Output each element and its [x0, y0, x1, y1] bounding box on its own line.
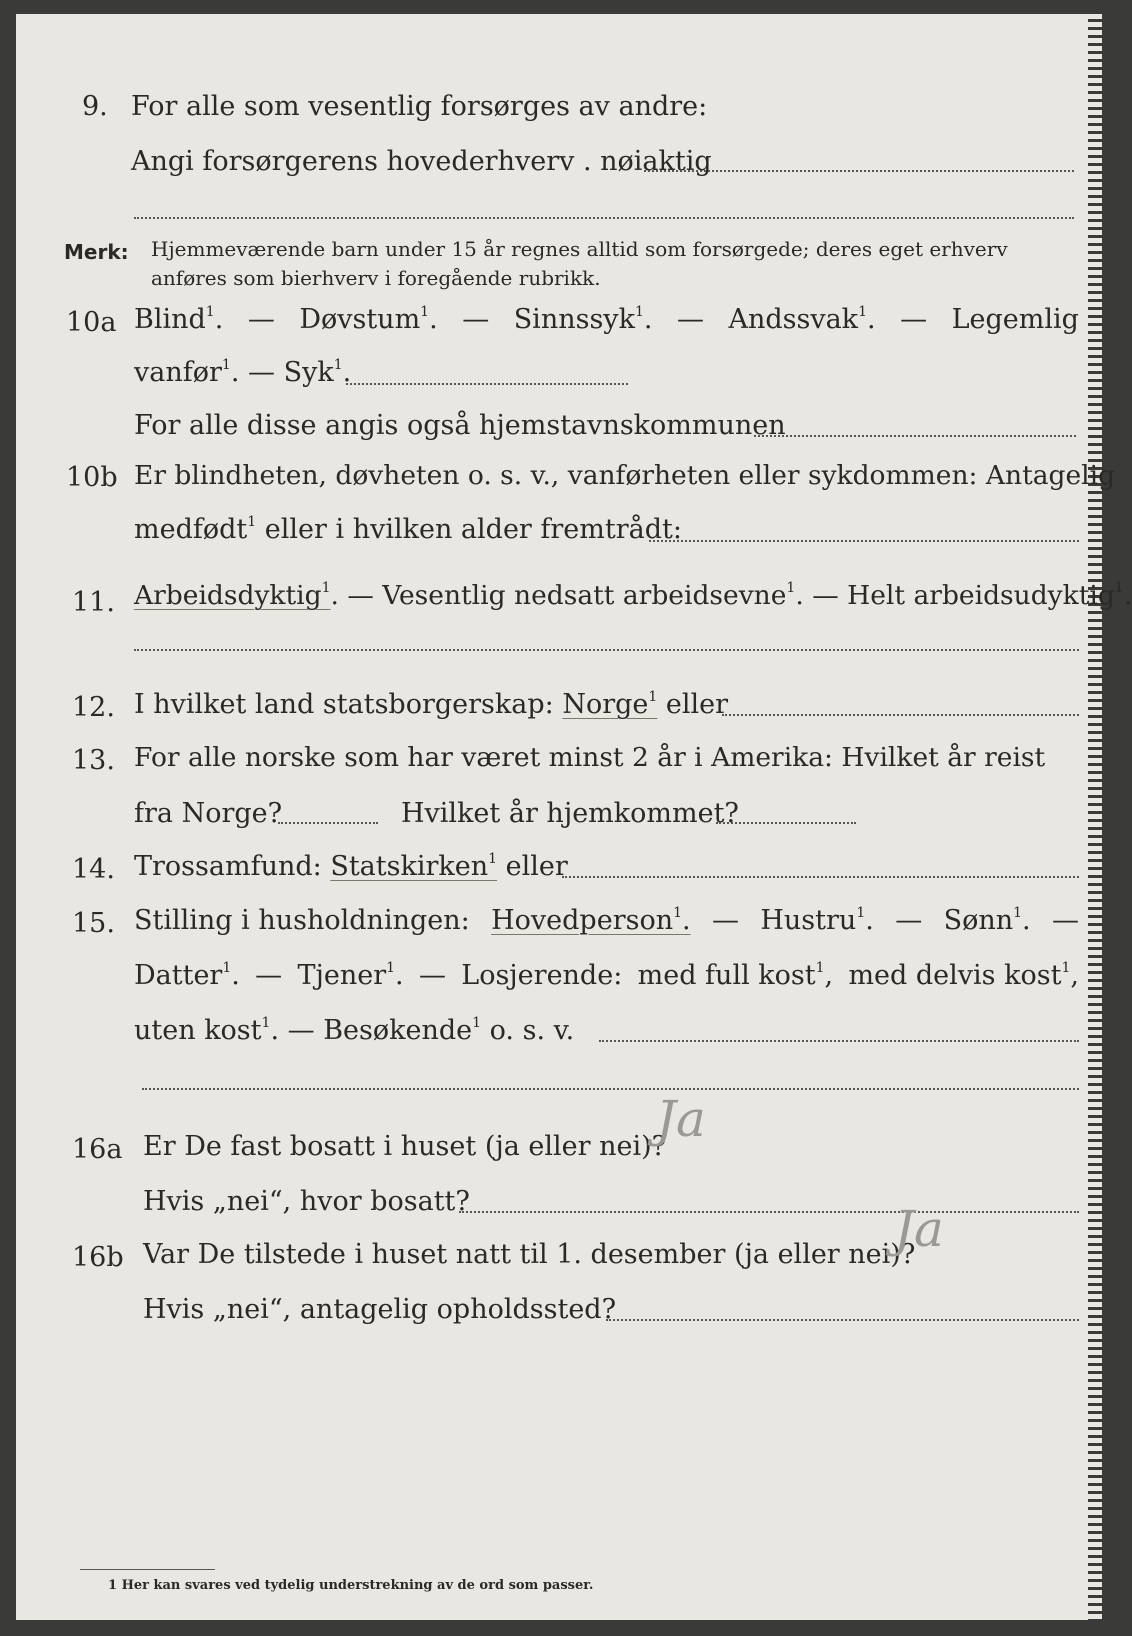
option-blind[interactable]: Blind$^1$.: [134, 304, 224, 335]
q15-answer-line-2[interactable]: [142, 1088, 1079, 1090]
option-hovedperson[interactable]: Hovedperson$^1$.: [491, 905, 691, 936]
q10b-answer-line[interactable]: [649, 540, 1079, 542]
q9-number: 9.: [82, 91, 108, 122]
option-arbeidsdyktig[interactable]: Arbeidsdyktig$^1$: [134, 580, 331, 611]
option-statskirken[interactable]: Statskirken$^1$: [330, 851, 498, 882]
q11-answer-line[interactable]: [134, 649, 1079, 651]
q16b-number: 16b: [72, 1242, 124, 1273]
q16a-handwritten-answer[interactable]: Ja: [656, 1090, 706, 1148]
merk-line2: anføres som bierhverv i foregående rubrikk.: [151, 266, 601, 290]
q16a-line2: Hvis „nei“, hvor bosatt?: [143, 1186, 470, 1217]
reist-year-line[interactable]: [278, 822, 378, 824]
option-andssvak[interactable]: Andssvak$^1$.: [728, 304, 876, 335]
q10a-line3: For alle disse angis også hjemstavnskommunen: [134, 410, 786, 441]
q14-number: 14.: [72, 854, 115, 885]
q9-line2: Angi forsørgerens hovederhverv . nøiaktig: [131, 146, 712, 177]
q16b-line1: Var De tilstede i huset natt til 1. desember (ja eller nei)?: [143, 1239, 916, 1270]
q15-number: 15.: [72, 908, 115, 939]
q10a-number: 10a: [66, 307, 117, 338]
q15-line3: uten kost$^1$. — Besøkende$^1$ o. s. v.: [134, 1015, 575, 1046]
q12-line: I hvilket land statsborgerskap: Norge$^1$ eller: [134, 689, 729, 720]
q16b-handwritten-answer[interactable]: Ja: [894, 1200, 944, 1258]
q16b-answer-line[interactable]: [606, 1319, 1079, 1321]
q10b-line1: Er blindheten, døvheten o. s. v., vanførheten eller sykdommen: Antagelig: [134, 460, 1116, 491]
option-full-kost[interactable]: med full kost$^1$,: [637, 960, 834, 991]
q16a-answer-line[interactable]: [459, 1211, 1079, 1213]
hjemstavn-answer-line[interactable]: [754, 435, 1076, 437]
q14-answer-line[interactable]: [562, 876, 1079, 878]
q12-answer-line[interactable]: [722, 714, 1079, 716]
option-medfodt[interactable]: medfødt$^1$: [134, 514, 257, 545]
q10a-line2: vanfør$^1$. — Syk$^1$.: [134, 357, 352, 388]
q10a-answer-line[interactable]: [346, 383, 628, 385]
q9-answer-line-2[interactable]: [134, 217, 1074, 219]
q10b-number: 10b: [66, 462, 118, 493]
q16b-line2: Hvis „nei“, antagelig opholdssted?: [143, 1294, 617, 1325]
q14-line: Trossamfund: Statskirken$^1$ eller: [134, 851, 568, 882]
q13-line2a: fra Norge?: [134, 798, 283, 829]
q10b-line2: medfødt$^1$ eller i hvilken alder fremtrådt:: [134, 514, 682, 545]
option-tjener[interactable]: Tjener$^1$.: [297, 960, 404, 991]
q15-line2: Datter$^1$. — Tjener$^1$. — Losjerende: med full kost$^1$, med delvis kost$^1$,: [134, 960, 1079, 991]
q16a-number: 16a: [72, 1134, 123, 1165]
option-sonn[interactable]: Sønn$^1$.: [943, 905, 1031, 936]
q12-number: 12.: [72, 692, 115, 723]
option-datter[interactable]: Datter$^1$.: [134, 960, 240, 991]
q9-line1: For alle som vesentlig forsørges av andre:: [131, 91, 708, 122]
perforated-edge: [1088, 14, 1102, 1620]
footnote: 1 Her kan svares ved tydelig understrekning av de ord som passer.: [108, 1578, 594, 1593]
merk-label: Merk:: [64, 240, 129, 264]
q15-answer-line[interactable]: [599, 1040, 1079, 1042]
option-udyktig[interactable]: Helt arbeidsudyktig$^1$: [847, 580, 1124, 611]
q16a-line1: Er De fast bosatt i huset (ja eller nei)?: [143, 1131, 667, 1162]
option-nedsatt[interactable]: Vesentlig nedsatt arbeidsevne$^1$: [382, 580, 796, 611]
q10a-line1: Blind$^1$. — Døvstum$^1$. — Sinnssyk$^1$. — Andssvak$^1$. — Legemlig: [134, 304, 1079, 335]
q15-line1: Stilling i husholdningen: Hovedperson$^1$. — Hustru$^1$. — Sønn$^1$. —: [134, 905, 1079, 936]
footnote-rule: [80, 1569, 215, 1570]
q13-number: 13.: [72, 745, 115, 776]
option-delvis-kost[interactable]: med delvis kost$^1$,: [848, 960, 1079, 991]
q13-line1: For alle norske som har været minst 2 år i Amerika: Hvilket år reist: [134, 742, 1046, 773]
q9-answer-line[interactable]: [644, 170, 1074, 172]
hjemkommet-year-line[interactable]: [716, 822, 856, 824]
option-sinnssyk[interactable]: Sinnssyk$^1$.: [513, 304, 653, 335]
option-norge[interactable]: Norge$^1$: [562, 689, 658, 720]
option-legemlig[interactable]: Legemlig: [951, 304, 1079, 335]
option-uten-kost[interactable]: uten kost$^1$.: [134, 1015, 280, 1046]
option-besokende[interactable]: Besøkende$^1$: [323, 1015, 482, 1046]
option-dovstum[interactable]: Døvstum$^1$.: [299, 304, 438, 335]
merk-line1: Hjemmeværende barn under 15 år regnes alltid som forsørgede; deres eget erhverv: [151, 237, 1008, 261]
option-vanfor[interactable]: vanfør$^1$.: [134, 357, 240, 388]
census-form-page: [16, 14, 1132, 1620]
q13-line2b: Hvilket år hjemkommet?: [401, 798, 739, 829]
option-syk[interactable]: Syk$^1$.: [283, 357, 352, 388]
q11-line: Arbeidsdyktig$^1$. — Vesentlig nedsatt arbeidsevne$^1$. — Helt arbeidsudyktig$^1$.: [134, 580, 1132, 611]
option-hustru[interactable]: Hustru$^1$.: [760, 905, 874, 936]
q11-number: 11.: [72, 587, 115, 618]
